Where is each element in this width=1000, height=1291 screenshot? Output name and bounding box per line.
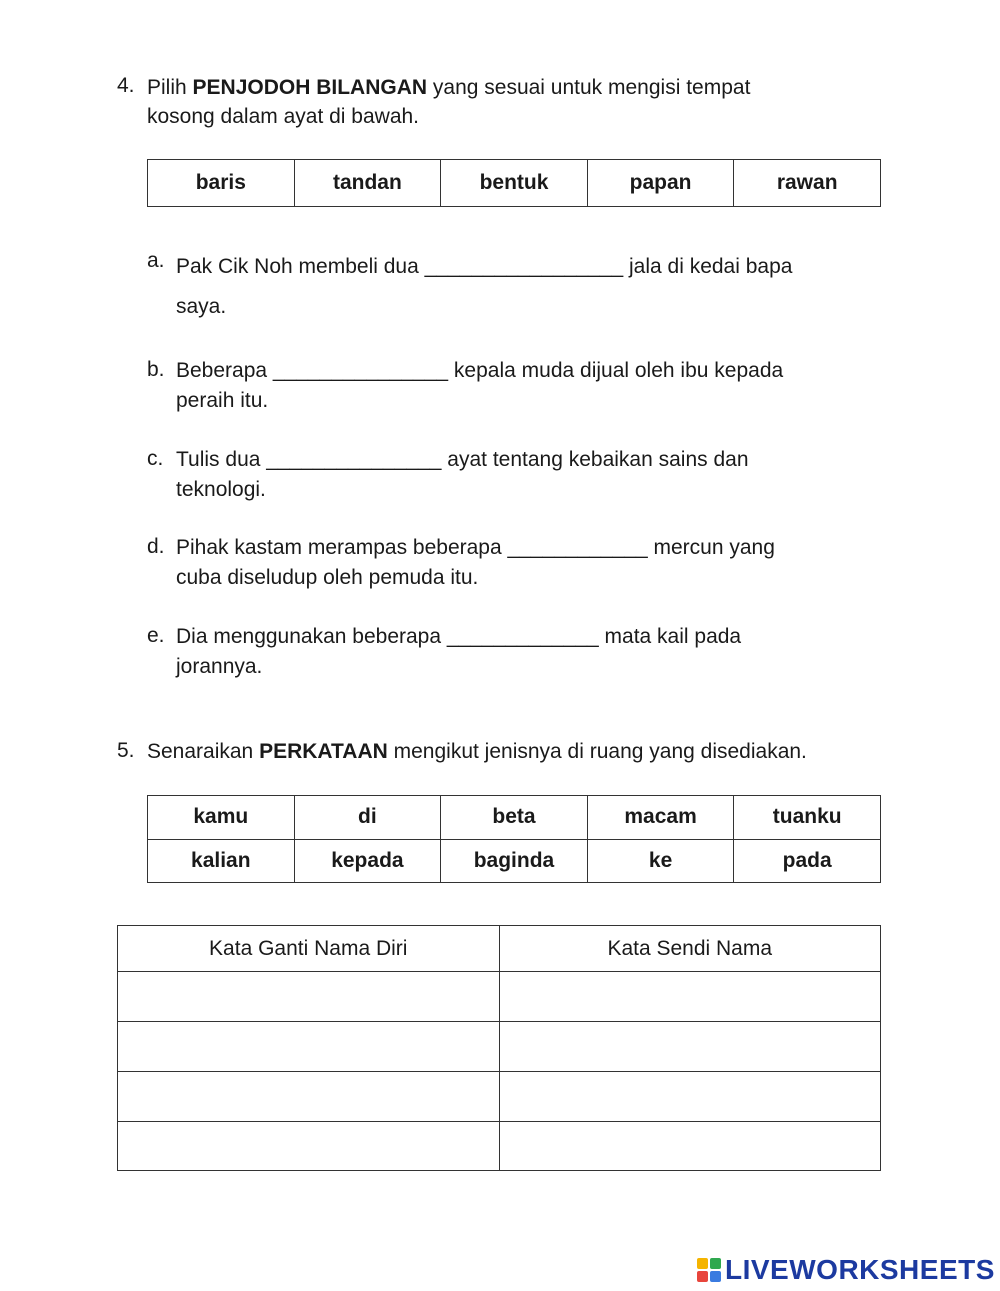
question-4-keyword: PENJODOH BILANGAN [192,76,428,99]
item-e-line2: jorannya. [176,655,263,678]
item-b-line2: peraih itu. [176,389,269,412]
question-4-instruction: Pilih PENJODOH BILANGAN yang sesuai untuk mengisi tempat kosong dalam ayat di bawah. [147,76,751,128]
logo-block [697,1271,708,1282]
logo-block [710,1258,721,1269]
word-bank-cell: tandan [294,160,441,207]
item-b-line1[interactable]: Beberapa _______________ kepala muda dijual oleh ibu kepada [176,359,784,382]
answer-input[interactable] [118,971,503,1022]
word-bank-cell: baginda [441,839,588,883]
answer-header-kata-sendi-nama: Kata Sendi Nama [499,926,881,972]
question-5-instruction: Senaraikan PERKATAAN mengikut jenisnya di ruang yang disediakan. [147,740,807,763]
item-a-line1[interactable]: Pak Cik Noh membeli dua _________________ jala di kedai bapa [176,255,793,278]
word-bank-cell: kalian [148,839,295,883]
question-5-number: 5. [117,739,135,762]
question-4-word-bank [147,159,881,207]
answer-header-kata-ganti-nama-diri: Kata Ganti Nama Diri [118,926,500,972]
question-5-keyword: PERKATAAN [259,740,388,763]
answer-input[interactable] [500,971,885,1022]
item-c-line2: teknologi. [176,478,266,501]
logo-block [697,1258,708,1269]
answer-cell[interactable] [118,972,500,1022]
liveworksheets-logo [697,1256,995,1284]
item-d-line1[interactable]: Pihak kastam merampas beberapa ____________ mercun yang [176,536,775,559]
answer-cell[interactable] [499,1022,881,1072]
answer-input[interactable] [118,1121,503,1171]
word-bank-cell: tuanku [734,796,881,840]
item-a-line2: saya. [176,295,227,318]
word-bank-cell: bentuk [441,160,588,207]
answer-input[interactable] [500,1021,885,1072]
answer-input[interactable] [118,1021,503,1072]
logo-text: LIVEWORKSHEETS [725,1254,995,1285]
answer-input[interactable] [500,1071,885,1122]
word-bank-cell: baris [148,160,295,207]
answer-input[interactable] [118,1071,503,1122]
logo-blocks-icon [697,1258,721,1282]
question-5-answer-table [117,925,881,1171]
question-4-number: 4. [117,74,135,97]
word-bank-cell: pada [734,839,881,883]
question-5-word-bank [147,795,881,883]
answer-input[interactable] [500,1121,885,1171]
word-bank-cell: kepada [294,839,441,883]
word-bank-cell: beta [441,796,588,840]
word-bank-cell: ke [587,839,734,883]
word-bank-cell: kamu [148,796,295,840]
word-bank-cell: di [294,796,441,840]
answer-cell[interactable] [499,1122,881,1171]
answer-cell[interactable] [118,1122,500,1171]
answer-cell[interactable] [499,972,881,1022]
word-bank-cell: papan [587,160,734,207]
word-bank-cell: macam [587,796,734,840]
logo-block [710,1271,721,1282]
item-d-line2: cuba diseludup oleh pemuda itu. [176,566,479,589]
answer-cell[interactable] [118,1022,500,1072]
item-c-line1[interactable]: Tulis dua _______________ ayat tentang kebaikan sains dan [176,448,749,471]
item-e-line1[interactable]: Dia menggunakan beberapa _____________ mata kail pada [176,625,742,648]
answer-cell[interactable] [499,1072,881,1122]
word-bank-cell: rawan [734,160,881,207]
answer-cell[interactable] [118,1072,500,1122]
